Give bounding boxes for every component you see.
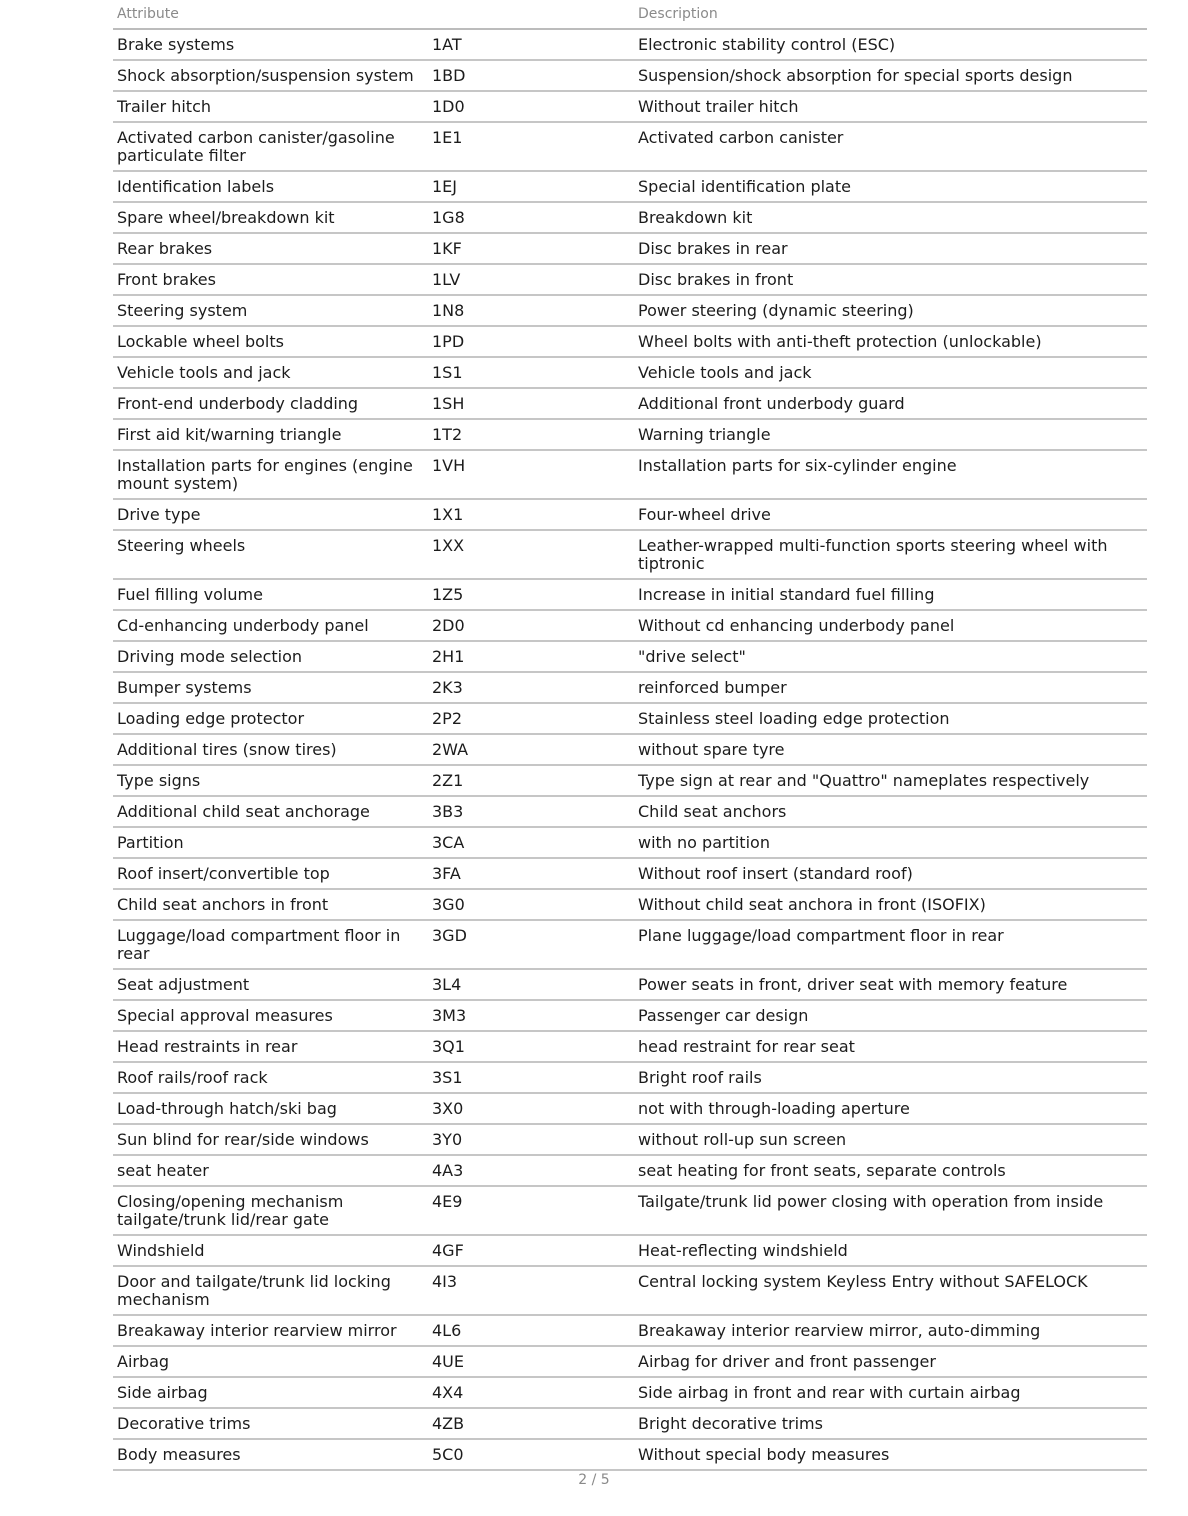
attribute-cell: Brake systems xyxy=(113,29,428,60)
code-cell: 1KF xyxy=(428,233,634,264)
description-cell: Side airbag in front and rear with curtain airbag xyxy=(634,1377,1147,1408)
description-cell: with no partition xyxy=(634,827,1147,858)
description-cell: head restraint for rear seat xyxy=(634,1031,1147,1062)
code-cell: 1AT xyxy=(428,29,634,60)
code-cell: 1BD xyxy=(428,60,634,91)
attribute-cell: Lockable wheel bolts xyxy=(113,326,428,357)
table-row xyxy=(113,171,1147,202)
attribute-cell: Sun blind for rear/side windows xyxy=(113,1124,428,1155)
description-cell: Airbag for driver and front passenger xyxy=(634,1346,1147,1377)
description-cell: without spare tyre xyxy=(634,734,1147,765)
code-cell: 1Z5 xyxy=(428,579,634,610)
code-cell: 3G0 xyxy=(428,889,634,920)
attribute-cell: Fuel filling volume xyxy=(113,579,428,610)
table-row xyxy=(113,889,1147,920)
code-cell: 3FA xyxy=(428,858,634,889)
attribute-cell: Windshield xyxy=(113,1235,428,1266)
description-cell: Power seats in front, driver seat with memory feature xyxy=(634,969,1147,1000)
description-cell: not with through-loading aperture xyxy=(634,1093,1147,1124)
table-row xyxy=(113,672,1147,703)
code-cell: 4ZB xyxy=(428,1408,634,1439)
code-cell: 4I3 xyxy=(428,1266,634,1315)
header-description: Description xyxy=(634,0,1147,29)
code-cell: 4A3 xyxy=(428,1155,634,1186)
table-row xyxy=(113,703,1147,734)
description-cell: Bright roof rails xyxy=(634,1062,1147,1093)
code-cell: 4UE xyxy=(428,1346,634,1377)
description-cell: Four-wheel drive xyxy=(634,499,1147,530)
description-cell: "drive select" xyxy=(634,641,1147,672)
code-cell: 2D0 xyxy=(428,610,634,641)
table-row xyxy=(113,796,1147,827)
description-cell: Disc brakes in rear xyxy=(634,233,1147,264)
attribute-cell: First aid kit/warning triangle xyxy=(113,419,428,450)
attribute-cell: Decorative trims xyxy=(113,1408,428,1439)
description-cell: Vehicle tools and jack xyxy=(634,357,1147,388)
table-row xyxy=(113,499,1147,530)
code-cell: 1LV xyxy=(428,264,634,295)
code-cell: 1N8 xyxy=(428,295,634,326)
table-row xyxy=(113,765,1147,796)
table-row xyxy=(113,858,1147,889)
table-row xyxy=(113,969,1147,1000)
attribute-cell: Steering wheels xyxy=(113,530,428,579)
code-cell: 1SH xyxy=(428,388,634,419)
table-row xyxy=(113,1266,1147,1315)
description-cell: without roll-up sun screen xyxy=(634,1124,1147,1155)
code-cell: 1T2 xyxy=(428,419,634,450)
code-cell: 3B3 xyxy=(428,796,634,827)
attribute-cell: Head restraints in rear xyxy=(113,1031,428,1062)
description-cell: Warning triangle xyxy=(634,419,1147,450)
attribute-cell: Spare wheel/breakdown kit xyxy=(113,202,428,233)
table-row xyxy=(113,233,1147,264)
table-row xyxy=(113,641,1147,672)
table-row xyxy=(113,202,1147,233)
description-cell: Wheel bolts with anti-theft protection (unlockable) xyxy=(634,326,1147,357)
code-cell: 3S1 xyxy=(428,1062,634,1093)
description-cell: Without child seat anchora in front (ISOFIX) xyxy=(634,889,1147,920)
description-cell: Passenger car design xyxy=(634,1000,1147,1031)
table-row xyxy=(113,357,1147,388)
table-row xyxy=(113,388,1147,419)
description-cell: Without roof insert (standard roof) xyxy=(634,858,1147,889)
attribute-cell: Door and tailgate/trunk lid locking mechanism xyxy=(113,1266,428,1315)
table-row xyxy=(113,1031,1147,1062)
description-cell: Installation parts for six-cylinder engine xyxy=(634,450,1147,499)
table-row xyxy=(113,1124,1147,1155)
table-header-row xyxy=(113,0,1147,29)
description-cell: Central locking system Keyless Entry without SAFELOCK xyxy=(634,1266,1147,1315)
attribute-cell: Cd-enhancing underbody panel xyxy=(113,610,428,641)
page-indicator: 2 / 5 xyxy=(578,1472,610,1488)
attribute-cell: Driving mode selection xyxy=(113,641,428,672)
table-row xyxy=(113,1000,1147,1031)
attribute-cell: Type signs xyxy=(113,765,428,796)
table-row xyxy=(113,1093,1147,1124)
attribute-cell: Bumper systems xyxy=(113,672,428,703)
description-cell: Plane luggage/load compartment floor in rear xyxy=(634,920,1147,969)
table-row xyxy=(113,29,1147,60)
header-code xyxy=(428,0,634,29)
table-row xyxy=(113,326,1147,357)
attribute-cell: Additional child seat anchorage xyxy=(113,796,428,827)
code-cell: 3L4 xyxy=(428,969,634,1000)
table-row xyxy=(113,91,1147,122)
table-row xyxy=(113,1315,1147,1346)
description-cell: Stainless steel loading edge protection xyxy=(634,703,1147,734)
table-body xyxy=(113,29,1147,1470)
table-row xyxy=(113,450,1147,499)
attribute-cell: Loading edge protector xyxy=(113,703,428,734)
description-cell: Power steering (dynamic steering) xyxy=(634,295,1147,326)
code-cell: 2Z1 xyxy=(428,765,634,796)
code-cell: 3X0 xyxy=(428,1093,634,1124)
table-row xyxy=(113,1377,1147,1408)
description-cell: Leather-wrapped multi-function sports steering wheel with tiptronic xyxy=(634,530,1147,579)
attribute-cell: Drive type xyxy=(113,499,428,530)
table-row xyxy=(113,579,1147,610)
description-cell: seat heating for front seats, separate controls xyxy=(634,1155,1147,1186)
code-cell: 1EJ xyxy=(428,171,634,202)
code-cell: 5C0 xyxy=(428,1439,634,1470)
table-row xyxy=(113,1062,1147,1093)
attribute-cell: seat heater xyxy=(113,1155,428,1186)
table-row xyxy=(113,1439,1147,1470)
code-cell: 3CA xyxy=(428,827,634,858)
description-cell: Electronic stability control (ESC) xyxy=(634,29,1147,60)
code-cell: 2H1 xyxy=(428,641,634,672)
attribute-cell: Installation parts for engines (engine mount system) xyxy=(113,450,428,499)
description-cell: Tailgate/trunk lid power closing with operation from inside xyxy=(634,1186,1147,1235)
attribute-cell: Shock absorption/suspension system xyxy=(113,60,428,91)
code-cell: 2WA xyxy=(428,734,634,765)
description-cell: reinforced bumper xyxy=(634,672,1147,703)
code-cell: 1E1 xyxy=(428,122,634,171)
attribute-cell: Luggage/load compartment floor in rear xyxy=(113,920,428,969)
code-cell: 1VH xyxy=(428,450,634,499)
attribute-cell: Rear brakes xyxy=(113,233,428,264)
attribute-cell: Identification labels xyxy=(113,171,428,202)
description-cell: Increase in initial standard fuel filling xyxy=(634,579,1147,610)
attribute-cell: Vehicle tools and jack xyxy=(113,357,428,388)
attribute-cell: Roof insert/convertible top xyxy=(113,858,428,889)
table-row xyxy=(113,1155,1147,1186)
attribute-cell: Additional tires (snow tires) xyxy=(113,734,428,765)
description-cell: Type sign at rear and "Quattro" nameplates respectively xyxy=(634,765,1147,796)
attribute-cell: Special approval measures xyxy=(113,1000,428,1031)
table-row xyxy=(113,610,1147,641)
attribute-cell: Trailer hitch xyxy=(113,91,428,122)
table-row xyxy=(113,295,1147,326)
attribute-cell: Breakaway interior rearview mirror xyxy=(113,1315,428,1346)
attribute-cell: Activated carbon canister/gasoline particulate filter xyxy=(113,122,428,171)
attribute-cell: Partition xyxy=(113,827,428,858)
description-cell: Bright decorative trims xyxy=(634,1408,1147,1439)
table-row xyxy=(113,60,1147,91)
description-cell: Without cd enhancing underbody panel xyxy=(634,610,1147,641)
attribute-cell: Front brakes xyxy=(113,264,428,295)
attribute-cell: Body measures xyxy=(113,1439,428,1470)
description-cell: Suspension/shock absorption for special sports design xyxy=(634,60,1147,91)
code-cell: 3M3 xyxy=(428,1000,634,1031)
code-cell: 2P2 xyxy=(428,703,634,734)
description-cell: Breakdown kit xyxy=(634,202,1147,233)
code-cell: 1PD xyxy=(428,326,634,357)
table-row xyxy=(113,1186,1147,1235)
attribute-cell: Steering system xyxy=(113,295,428,326)
description-cell: Without trailer hitch xyxy=(634,91,1147,122)
code-cell: 4X4 xyxy=(428,1377,634,1408)
equipment-table xyxy=(113,0,1147,1471)
code-cell: 4E9 xyxy=(428,1186,634,1235)
description-cell: Without special body measures xyxy=(634,1439,1147,1470)
table-row xyxy=(113,827,1147,858)
description-cell: Breakaway interior rearview mirror, auto-dimming xyxy=(634,1315,1147,1346)
table-row xyxy=(113,1408,1147,1439)
attribute-cell: Side airbag xyxy=(113,1377,428,1408)
code-cell: 1XX xyxy=(428,530,634,579)
attribute-cell: Load-through hatch/ski bag xyxy=(113,1093,428,1124)
table-row xyxy=(113,920,1147,969)
description-cell: Child seat anchors xyxy=(634,796,1147,827)
code-cell: 2K3 xyxy=(428,672,634,703)
equipment-sheet xyxy=(113,0,1147,1471)
code-cell: 1S1 xyxy=(428,357,634,388)
code-cell: 4GF xyxy=(428,1235,634,1266)
attribute-cell: Roof rails/roof rack xyxy=(113,1062,428,1093)
code-cell: 1D0 xyxy=(428,91,634,122)
table-row xyxy=(113,122,1147,171)
table-row xyxy=(113,264,1147,295)
code-cell: 3Q1 xyxy=(428,1031,634,1062)
code-cell: 3Y0 xyxy=(428,1124,634,1155)
table-row xyxy=(113,1235,1147,1266)
table-row xyxy=(113,419,1147,450)
description-cell: Additional front underbody guard xyxy=(634,388,1147,419)
attribute-cell: Front-end underbody cladding xyxy=(113,388,428,419)
code-cell: 3GD xyxy=(428,920,634,969)
attribute-cell: Seat adjustment xyxy=(113,969,428,1000)
description-cell: Heat-reflecting windshield xyxy=(634,1235,1147,1266)
attribute-cell: Closing/opening mechanism tailgate/trunk lid/rear gate xyxy=(113,1186,428,1235)
description-cell: Disc brakes in front xyxy=(634,264,1147,295)
code-cell: 4L6 xyxy=(428,1315,634,1346)
table-row xyxy=(113,1346,1147,1377)
table-row xyxy=(113,734,1147,765)
code-cell: 1G8 xyxy=(428,202,634,233)
attribute-cell: Airbag xyxy=(113,1346,428,1377)
description-cell: Activated carbon canister xyxy=(634,122,1147,171)
description-cell: Special identification plate xyxy=(634,171,1147,202)
code-cell: 1X1 xyxy=(428,499,634,530)
table-row xyxy=(113,530,1147,579)
header-attribute: Attribute xyxy=(113,0,428,29)
attribute-cell: Child seat anchors in front xyxy=(113,889,428,920)
